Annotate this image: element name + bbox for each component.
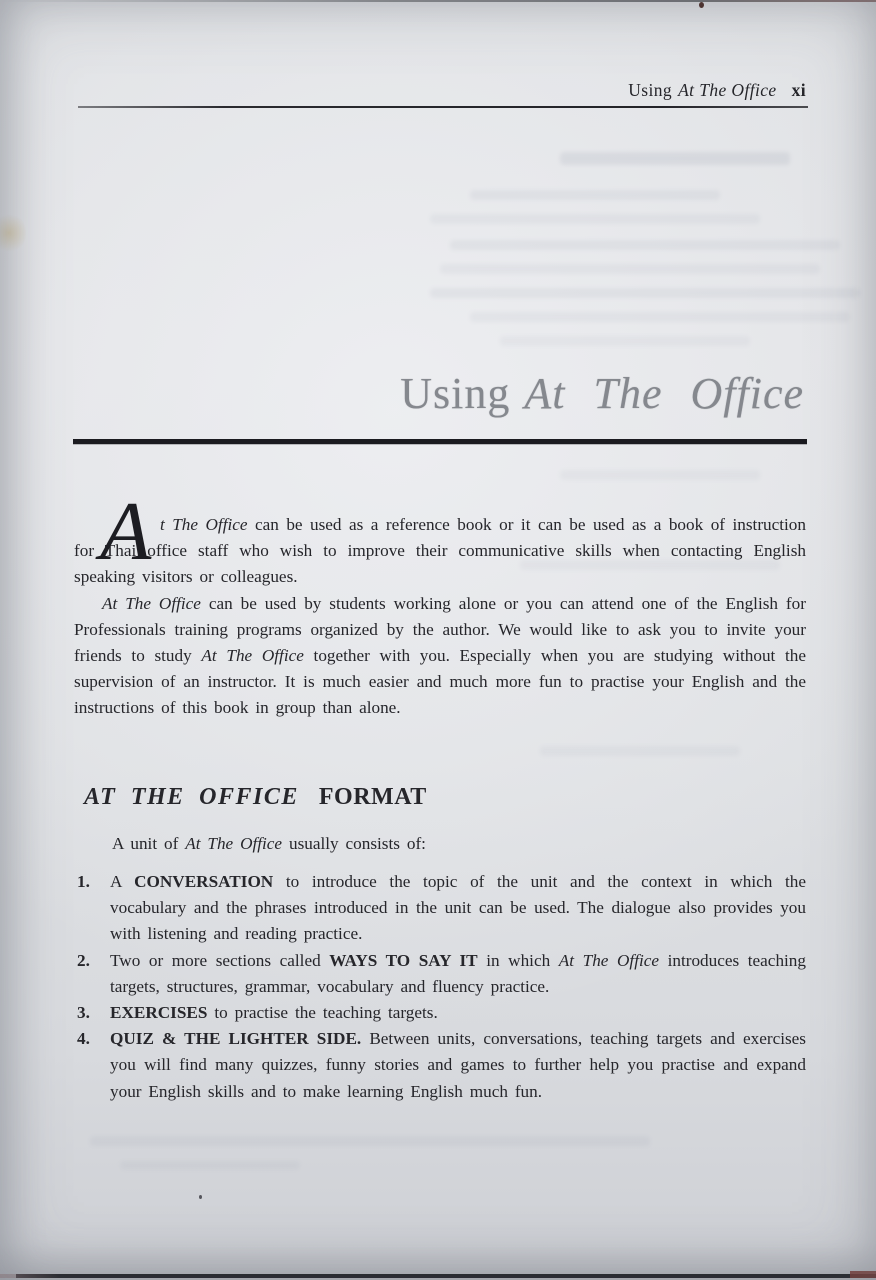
page-number: xi xyxy=(791,80,806,100)
title-rule xyxy=(73,439,807,444)
scan-artifact-stain xyxy=(0,212,26,254)
introduction xyxy=(74,485,806,722)
section-heading-plain: FORMAT xyxy=(318,784,427,810)
intro-paragraph-1: t The Office can be used as a reference book or it can be used as a book of instruction for Thai office staff who wish to improve their communicative skills when contacting English speaking visitors or colleagues. xyxy=(74,515,806,587)
list-item xyxy=(74,1026,806,1105)
chapter-title xyxy=(74,368,808,419)
section-lead: A unit of At The Office usually consists of: xyxy=(112,834,426,853)
list-item-number: 3. xyxy=(77,1003,90,1023)
list-item xyxy=(74,1000,806,1026)
running-header-title-italic: At The Office xyxy=(678,80,777,100)
section-heading xyxy=(84,784,427,811)
scan-artifact-speck xyxy=(699,2,704,8)
list-item xyxy=(74,948,806,1000)
running-header xyxy=(628,80,806,101)
list-item-number: 4. xyxy=(77,1029,90,1049)
scan-artifact-bottom-edge-red xyxy=(850,1271,876,1278)
header-rule xyxy=(78,106,808,108)
format-list xyxy=(74,869,806,1105)
list-item-text: Two or more sections called WAYS TO SAY IT in which At The Office introduces teaching targets, structures, grammar, vocabulary and fluency practice. xyxy=(110,950,806,996)
list-item xyxy=(74,869,806,948)
drop-cap: A xyxy=(100,485,152,578)
chapter-title-italic: At The Office xyxy=(524,369,804,418)
scan-artifact-bottom-edge-fade xyxy=(0,1274,60,1278)
list-item-text: A CONVERSATION to introduce the topic of the unit and the context in which the vocabulary and the phrases introduced in the unit can be used. The dialogue also provides you with listening and reading practice. xyxy=(110,872,806,944)
scan-artifact-bottom-edge xyxy=(16,1274,876,1278)
list-item-text: EXERCISES to practise the teaching targets. xyxy=(110,1003,438,1023)
scan-artifact-top-edge xyxy=(0,0,876,2)
scan-artifact-speck xyxy=(199,1195,202,1199)
intro-paragraph-2: At The Office can be used by students working alone or you can attend one of the English for Professionals training programs organized by the author. We would like to ask you to invite your friends to study At The Office together with you. Especially when you are studying without the supervision of an instructor. It is much easier and much more fun to practise your English and the instructions of this book in group than alone. xyxy=(74,593,806,718)
running-header-title-plain: Using xyxy=(628,80,673,100)
list-item-number: 2. xyxy=(77,950,90,970)
chapter-title-plain: Using xyxy=(400,369,511,418)
list-item-text: QUIZ & THE LIGHTER SIDE. Between units, conversations, teaching targets and exercises you will find many quizzes, funny stories and games to further help you practise and expand your English skills and to make learning English much fun. xyxy=(110,1029,806,1101)
list-item-number: 1. xyxy=(77,872,90,891)
section-heading-italic: AT THE OFFICE xyxy=(84,784,299,810)
